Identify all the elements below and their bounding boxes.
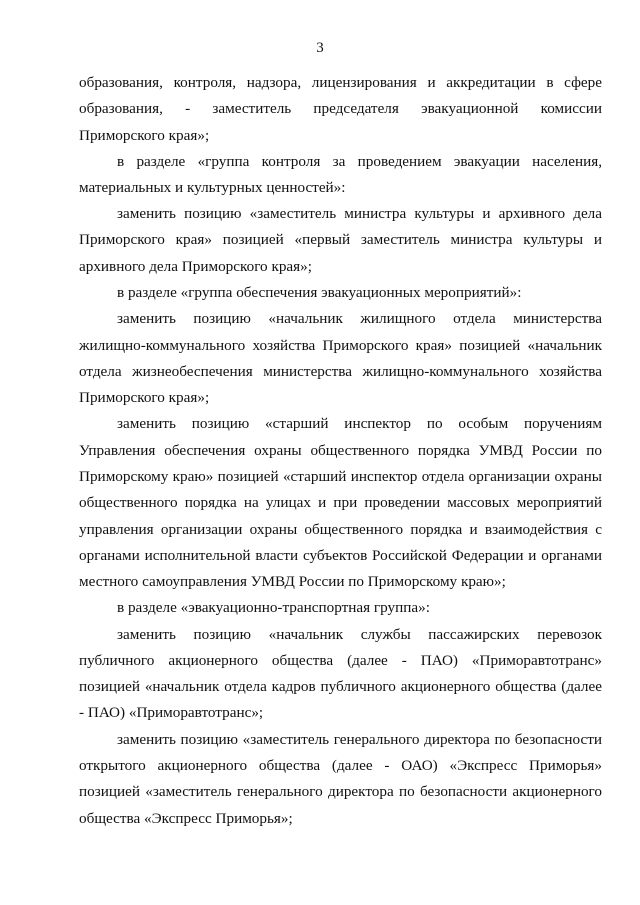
text-line: позицией «начальник отдела кадров публичного акционерного общества (далее bbox=[79, 678, 602, 695]
text-line: заменить позицию «заместитель генерального директора по безопасности bbox=[117, 731, 602, 748]
text-line: Приморскому краю» позицией «старший инспектор отдела организации охраны bbox=[79, 468, 602, 485]
text-line: общества «Экспресс Приморья»; bbox=[79, 810, 293, 827]
text-line: позицией «заместитель генерального директора по безопасности акционерного bbox=[79, 783, 602, 800]
text-line: Приморского края»; bbox=[79, 127, 210, 144]
text-line: Приморского края» позицией «первый заместитель министра культуры и bbox=[79, 231, 602, 248]
text-line: образования, контроля, надзора, лицензирования и аккредитации в сфере bbox=[79, 74, 602, 91]
text-line: в разделе «группа обеспечения эвакуационных мероприятий»: bbox=[117, 284, 522, 301]
text-line: жилищно-коммунального хозяйства Приморского края» позицией «начальник bbox=[79, 337, 602, 354]
text-line: отдела жизнеобеспечения министерства жилищно-коммунального хозяйства bbox=[79, 363, 602, 380]
text-line: в разделе «эвакуационно-транспортная группа»: bbox=[117, 599, 430, 616]
page-number: 3 bbox=[316, 40, 324, 56]
text-line: Управления обеспечения охраны общественного порядка УМВД России по bbox=[79, 442, 602, 459]
text-line: местного самоуправления УМВД России по Приморскому краю»; bbox=[79, 573, 506, 590]
text-line: публичного акционерного общества (далее - ПАО) «Приморавтотранс» bbox=[79, 652, 602, 669]
text-line: органами исполнительной власти субъектов Российской Федерации и органами bbox=[79, 547, 602, 564]
text-line: архивного дела Приморского края»; bbox=[79, 258, 312, 275]
text-line: заменить позицию «старший инспектор по особым поручениям bbox=[117, 415, 602, 432]
text-line: образования, - заместитель председателя эвакуационной комиссии bbox=[79, 100, 602, 117]
text-line: управления организации охраны общественного порядка и взаимодействия с bbox=[79, 521, 602, 538]
text-line: материальных и культурных ценностей»: bbox=[79, 179, 346, 196]
text-line: общественного порядка на улицах и при проведении массовых мероприятий bbox=[79, 494, 602, 511]
text-line: в разделе «группа контроля за проведением эвакуации населения, bbox=[117, 153, 602, 170]
text-line: заменить позицию «начальник службы пассажирских перевозок bbox=[117, 626, 602, 643]
text-line: Приморского края»; bbox=[79, 389, 210, 406]
text-line: заменить позицию «заместитель министра культуры и архивного дела bbox=[117, 205, 602, 222]
text-line: открытого акционерного общества (далее - ОАО) «Экспресс Приморья» bbox=[79, 757, 602, 774]
text-line: - ПАО) «Приморавтотранс»; bbox=[79, 704, 264, 721]
text-line: заменить позицию «начальник жилищного отдела министерства bbox=[117, 310, 602, 327]
